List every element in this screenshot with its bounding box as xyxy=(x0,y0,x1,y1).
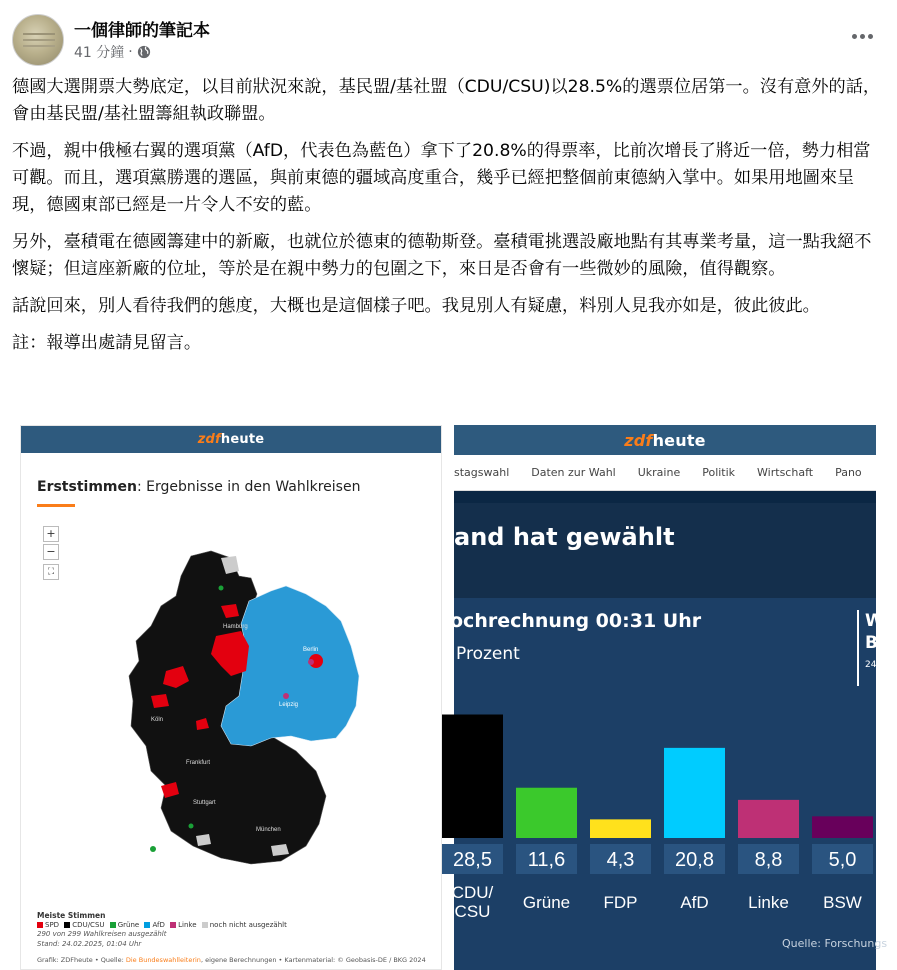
zoom-out-button[interactable]: − xyxy=(43,544,59,560)
nav-bar xyxy=(454,455,876,491)
legend-label: CDU/CSU xyxy=(72,920,105,929)
map-region-not-counted xyxy=(196,834,211,846)
stand-text: Stand: 24.02.2025, 01:04 Uhr xyxy=(37,939,142,948)
legend-label: AfD xyxy=(152,920,165,929)
legend-label: SPD xyxy=(45,920,60,929)
post-time[interactable]: 41 分鐘 xyxy=(74,45,125,61)
chart-panel xyxy=(450,598,888,970)
category-label-line: AfD xyxy=(680,893,709,912)
chart-headline: and hat gewählt xyxy=(454,523,675,551)
category-label xyxy=(452,883,494,921)
post-text xyxy=(12,74,884,367)
chart-bar xyxy=(516,788,577,838)
chart-bar xyxy=(738,800,799,838)
legend-swatch xyxy=(144,922,150,928)
map-image[interactable] xyxy=(20,425,442,970)
globe-icon[interactable] xyxy=(137,45,151,59)
legend-swatch xyxy=(64,922,70,928)
zdf-header-bar xyxy=(454,425,876,455)
avatar[interactable] xyxy=(12,14,64,66)
chart-image[interactable] xyxy=(450,425,888,970)
legend-label: Linke xyxy=(178,920,197,929)
chart-bar xyxy=(442,715,503,839)
chart-source: Quelle: Forschungs xyxy=(782,937,888,950)
headline-area xyxy=(454,503,876,598)
title-underline xyxy=(37,504,75,507)
category-label-line: Linke xyxy=(748,893,789,912)
more-dot-icon xyxy=(860,34,865,39)
category-label-line: FDP xyxy=(603,893,638,912)
nav-item[interactable]: Wirtschaft xyxy=(757,466,814,479)
map-legend xyxy=(37,911,287,949)
category-label-line: BSW xyxy=(823,893,862,912)
post-meta xyxy=(74,42,151,62)
value-label: 4,3 xyxy=(606,849,635,871)
value-label: 5,0 xyxy=(828,849,857,871)
more-dot-icon xyxy=(852,34,857,39)
meta-separator: · xyxy=(128,44,133,60)
zdfheute-logo: zdfheute xyxy=(197,432,265,447)
chart-unit: Prozent xyxy=(456,644,520,664)
chart-subtitle: ochrechnung 00:31 Uhr xyxy=(450,610,702,632)
side-small: 24. xyxy=(865,660,880,670)
legend-items xyxy=(37,921,287,931)
map-region-berlin-linke xyxy=(308,659,314,665)
category-label-line: CDU/ xyxy=(451,883,494,902)
zoom-in-button[interactable]: + xyxy=(43,526,59,542)
map-region-gruene xyxy=(189,824,194,829)
nav-item[interactable]: Politik xyxy=(702,466,736,479)
post-paragraph: 註：報導出處請見留言。 xyxy=(12,333,202,353)
post-header xyxy=(12,12,880,68)
category-label xyxy=(823,893,862,912)
map-region-gruene xyxy=(219,586,224,591)
category-label-line: CSU xyxy=(454,902,491,921)
map-source: Grafik: ZDFheute • Quelle: Die Bundeswahlleiterin, eigene Berechnungen • Kartenmaterial: © Geobasis-DE / BKG 2024 xyxy=(37,956,426,964)
category-label xyxy=(523,893,570,912)
zdf-header-bar xyxy=(21,426,441,453)
city-label: Leipzig xyxy=(279,702,299,708)
nav-item[interactable]: Daten zur Wahl xyxy=(531,466,616,479)
more-dot-icon xyxy=(868,34,873,39)
map-region-spd-ruhr xyxy=(151,694,169,708)
chart-bar xyxy=(812,816,873,838)
nav-item[interactable]: stagswahl xyxy=(454,466,510,479)
legend-swatch xyxy=(110,922,116,928)
city-label: Frankfurt xyxy=(186,760,211,766)
city-label: München xyxy=(256,827,281,833)
post-paragraph: 另外，臺積電在德國籌建中的新廠，也就位於德東的德勒斯登。臺積電挑選設廠地點有其專業考量，這一點我絕不懷疑；但這座新廠的位址，等於是在親中勢力的包圍之下，來日是否會有一些微妙的風險，值得觀察。 xyxy=(12,232,872,279)
legend-label: Grüne xyxy=(117,920,140,929)
post-paragraph: 話說回來，別人看待我們的態度，大概也是這個樣子吧。我見別人有疑慮，料別人見我亦如是，彼此彼此。 xyxy=(12,296,820,316)
legend-label: noch nicht ausgezählt xyxy=(209,920,287,929)
category-label xyxy=(604,893,638,912)
city-label: Köln xyxy=(151,717,164,723)
side-letter: W B xyxy=(865,611,884,653)
post-paragraph: 不過，親中俄極右翼的選項黨（AfD，代表色為藍色）拿下了20.8%的得票率，比前次增長了將近一倍，勢力相當可觀。而且，選項黨勝選的選區，與前東德的疆域高度重合，幾乎已經把整個前東德納入掌中。如果用地圖來呈現，德國東部已經是一片令人不安的藍。 xyxy=(12,141,871,215)
chart-bar xyxy=(664,748,725,838)
bar-chart xyxy=(451,598,876,970)
map-region-gruene xyxy=(150,846,156,852)
nav-item[interactable]: Ukraine xyxy=(637,466,681,479)
germany-map xyxy=(121,546,361,876)
chart-bar xyxy=(590,819,651,838)
more-options-button[interactable] xyxy=(844,20,880,52)
zdfheute-logo: zdfheute xyxy=(624,430,706,450)
author-name[interactable]: 一個律師的筆記本 xyxy=(74,21,210,41)
map-title: Erststimmen: Ergebnisse in den Wahlkreisen xyxy=(37,479,361,495)
category-label xyxy=(680,893,708,912)
category-label xyxy=(748,893,789,912)
value-label: 28,5 xyxy=(453,849,492,871)
city-label: Hamburg xyxy=(223,624,248,630)
legend-title: Meiste Stimmen xyxy=(37,911,106,920)
post-paragraph: 德國大選開票大勢底定，以目前狀況來說，基民盟/基社盟（CDU/CSU)以28.5%的選票位居第一。沒有意外的話，會由基民盟/基社盟籌組執政聯盟。 xyxy=(12,77,881,124)
category-label-line: Grüne xyxy=(522,893,571,912)
value-label: 8,8 xyxy=(754,849,783,871)
legend-swatch xyxy=(37,922,43,928)
counted-text: 290 von 299 Wahlkreisen ausgezählt xyxy=(37,930,167,938)
city-label: Berlin xyxy=(303,647,319,653)
map-region-not-counted xyxy=(271,844,289,856)
value-label: 20,8 xyxy=(675,849,714,871)
nav-item[interactable]: Pano xyxy=(835,466,862,479)
legend-swatch xyxy=(170,922,176,928)
map-region-leipzig xyxy=(283,693,289,699)
fullscreen-button[interactable]: ⛶ xyxy=(43,564,59,580)
city-label: Stuttgart xyxy=(193,800,216,806)
value-label: 11,6 xyxy=(527,849,566,871)
legend-swatch xyxy=(202,922,208,928)
